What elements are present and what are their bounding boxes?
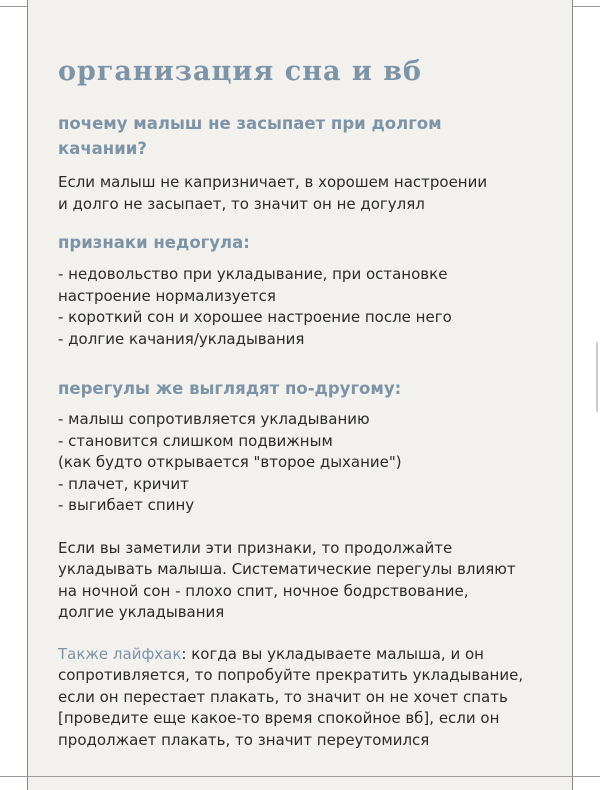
- advice-paragraph: Если вы заметили эти признаки, то продолжайте укладывать малыша. Систематические перегулы влияют на ночной сон - плохо спит, ночное бодрствование, долгие укладывания: [58, 538, 516, 621]
- list-item: - выгибает спину: [58, 496, 195, 514]
- list-item: - недовольство при укладывание, при остановке: [58, 265, 448, 283]
- list-item: - малыш сопротивляется укладыванию: [58, 410, 370, 428]
- lifehack-paragraph: Также лайфхак: когда вы укладываете малыша, и он сопротивляется, то попробуйте прекратить укладывание, если он перестает плакать, то значит он не хочет спать [проведите еще какое-то время спокойное вб], если он продолжает плакать, то значит переутомился: [58, 644, 524, 749]
- lifehack-label: Также лайфхак: [58, 644, 182, 663]
- list-item: - короткий сон и хорошее настроение после него: [58, 308, 452, 326]
- question-heading: почему малыш не засыпает при долгом качании?: [58, 114, 442, 158]
- bottom-divider: [0, 776, 600, 777]
- document-content: [58, 52, 558, 751]
- overtired-section: [58, 376, 558, 517]
- question-answer: Если малыш не капризничает, в хорошем настроении и долго не засыпает, то значит он не догулял: [58, 173, 488, 213]
- list-item: - плачет, кричит: [58, 474, 189, 493]
- list-item: настроение нормализуется: [58, 286, 276, 305]
- list-item: (как будто открывается "второе дыхание"): [58, 453, 402, 471]
- question-section: [58, 111, 558, 215]
- scroll-indicator[interactable]: [596, 342, 598, 412]
- page-title: организация сна и вб: [58, 56, 423, 87]
- overtired-heading: перегулы же выглядят по-другому:: [58, 379, 402, 398]
- undertired-section: [58, 230, 558, 350]
- undertired-list: [58, 264, 558, 350]
- overtired-list: [58, 409, 558, 517]
- undertired-heading: признаки недогула:: [58, 233, 250, 252]
- list-item: - становится слишком подвижным: [58, 431, 333, 450]
- list-item: - долгие качания/укладывания: [58, 329, 305, 348]
